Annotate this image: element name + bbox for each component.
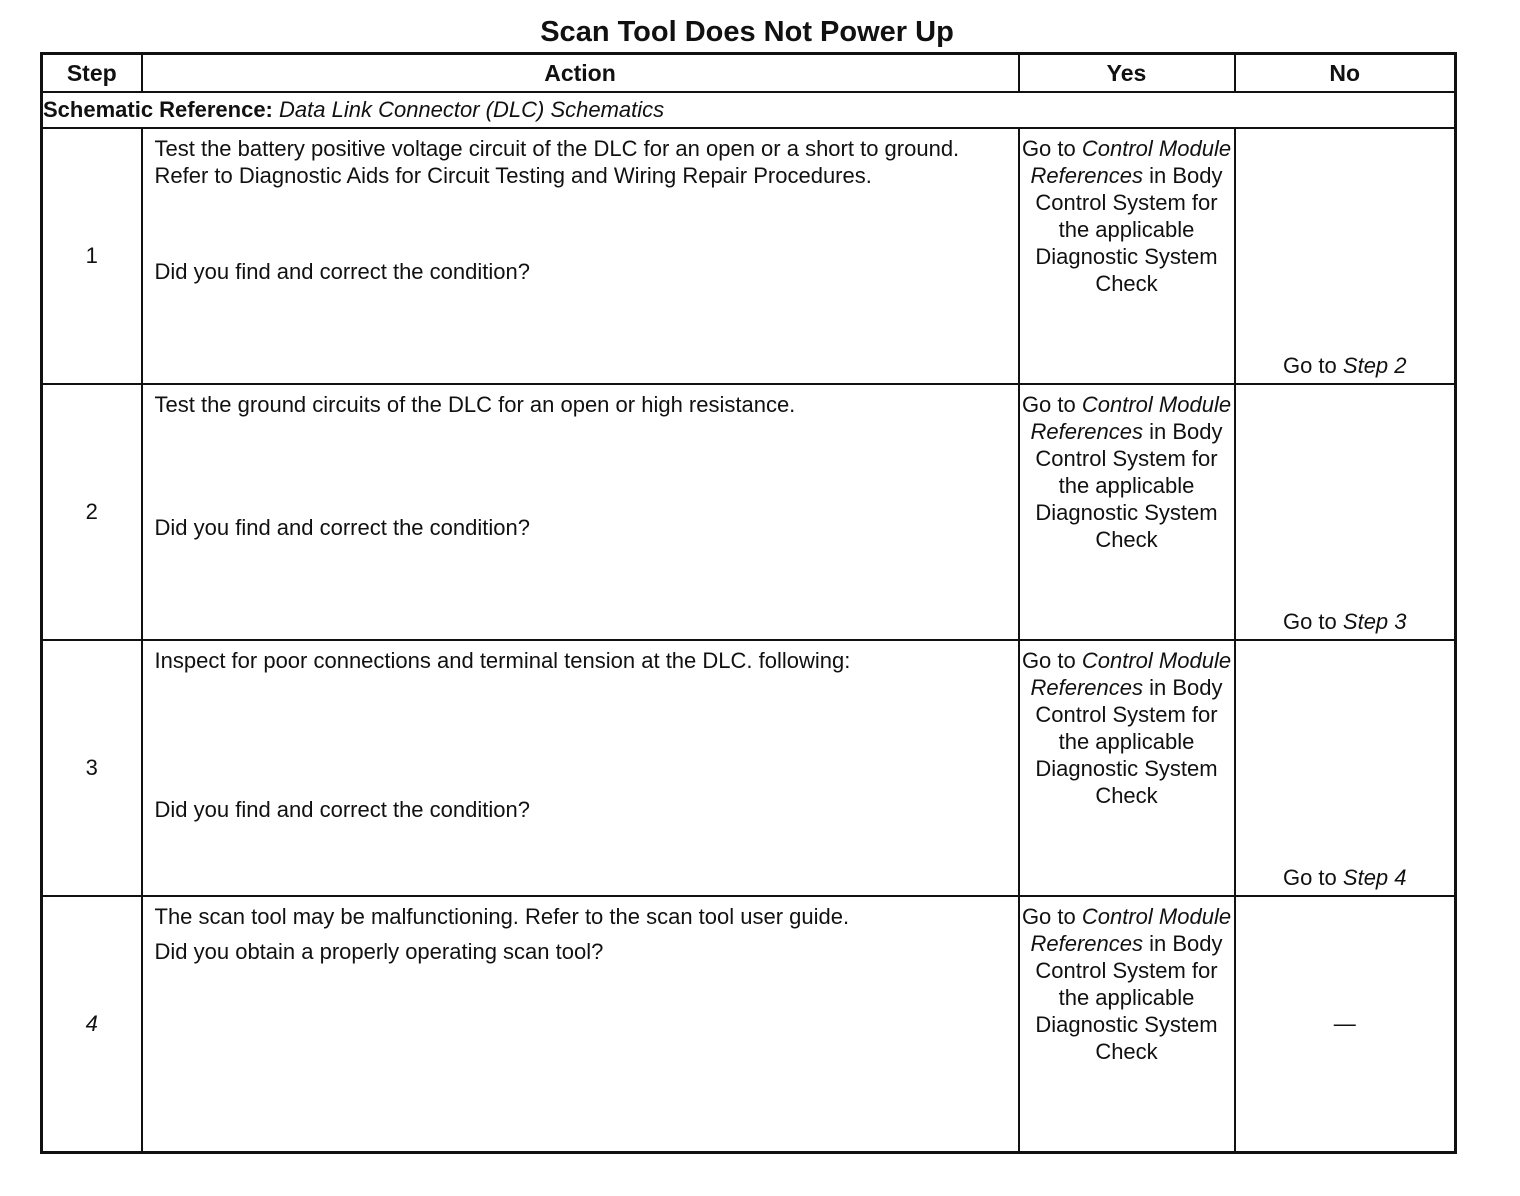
- schematic-reference-label: Schematic Reference:: [43, 97, 273, 122]
- header-action: Action: [142, 54, 1019, 93]
- action-question: Did you find and correct the condition?: [154, 515, 530, 540]
- yes-in: in: [1149, 675, 1167, 700]
- table-row: [42, 896, 1456, 1153]
- no-go-to: Go to: [1282, 353, 1337, 378]
- no-cell: [1235, 384, 1456, 640]
- step-number: 4: [42, 896, 142, 1153]
- table-row: [42, 640, 1456, 896]
- header-row: [42, 54, 1456, 93]
- page-title: Scan Tool Does Not Power Up: [540, 16, 954, 48]
- no-go-to: Go to: [1282, 609, 1337, 634]
- no-step-link[interactable]: Step 2: [1342, 353, 1407, 378]
- no-cell: [1235, 640, 1456, 896]
- yes-reference-link[interactable]: Control Module References: [1030, 904, 1232, 956]
- action-cell: [142, 128, 1019, 384]
- yes-go-to: Go to: [1021, 648, 1076, 673]
- header-no: No: [1235, 54, 1456, 93]
- schematic-reference-link[interactable]: Data Link Connector (DLC) Schematics: [279, 97, 665, 122]
- yes-go-to: Go to: [1021, 392, 1076, 417]
- no-step-link[interactable]: Step 3: [1342, 609, 1407, 634]
- action-question: Did you find and correct the condition?: [154, 259, 530, 284]
- yes-reference-link[interactable]: Control Module References: [1030, 392, 1232, 444]
- action-text: Test the battery positive voltage circuit of the DLC for an open or a short to ground. Refer to Diagnostic Aids for Circuit Testing and Wiring Repair Procedures.: [154, 136, 960, 188]
- action-text: The scan tool may be malfunctioning. Refer to the scan tool user guide.: [154, 904, 850, 929]
- yes-go-to: Go to: [1021, 904, 1076, 929]
- action-text: Test the ground circuits of the DLC for an open or high resistance.: [154, 392, 796, 417]
- action-question: Did you find and correct the condition?: [154, 797, 530, 822]
- step-number: 2: [42, 384, 142, 640]
- yes-rest: Body Control System for the applicable Diagnostic System Check: [1035, 163, 1223, 296]
- yes-in: in: [1149, 419, 1167, 444]
- yes-go-to: Go to: [1021, 136, 1076, 161]
- action-cell: [142, 384, 1019, 640]
- table-row: [42, 384, 1456, 640]
- action-cell: [142, 640, 1019, 896]
- yes-cell: [1019, 896, 1235, 1153]
- no-step-link[interactable]: Step 4: [1342, 865, 1407, 890]
- action-question: Did you obtain a properly operating scan tool?: [154, 939, 604, 964]
- yes-cell: [1019, 640, 1235, 896]
- table-row: [42, 128, 1456, 384]
- yes-in: in: [1149, 931, 1167, 956]
- yes-reference-link[interactable]: Control Module References: [1030, 136, 1232, 188]
- yes-rest: Body Control System for the applicable Diagnostic System Check: [1035, 675, 1223, 808]
- action-text: Inspect for poor connections and terminal tension at the DLC. following:: [154, 648, 851, 673]
- yes-rest: Body Control System for the applicable Diagnostic System Check: [1035, 419, 1223, 552]
- yes-cell: [1019, 128, 1235, 384]
- no-cell: [1235, 128, 1456, 384]
- no-go-to: Go to: [1282, 865, 1337, 890]
- no-cell: [1235, 896, 1456, 1153]
- diagnostic-table: [40, 52, 1457, 1154]
- yes-in: in: [1149, 163, 1167, 188]
- yes-cell: [1019, 384, 1235, 640]
- header-yes: Yes: [1019, 54, 1235, 93]
- schematic-reference: [42, 92, 1456, 128]
- yes-rest: Body Control System for the applicable Diagnostic System Check: [1035, 931, 1223, 1064]
- header-step: Step: [42, 54, 142, 93]
- action-cell: [142, 896, 1019, 1153]
- schematic-reference-row: [42, 92, 1456, 128]
- step-number: 1: [42, 128, 142, 384]
- yes-reference-link[interactable]: Control Module References: [1030, 648, 1232, 700]
- no-value: —: [1333, 1011, 1356, 1036]
- step-number: 3: [42, 640, 142, 896]
